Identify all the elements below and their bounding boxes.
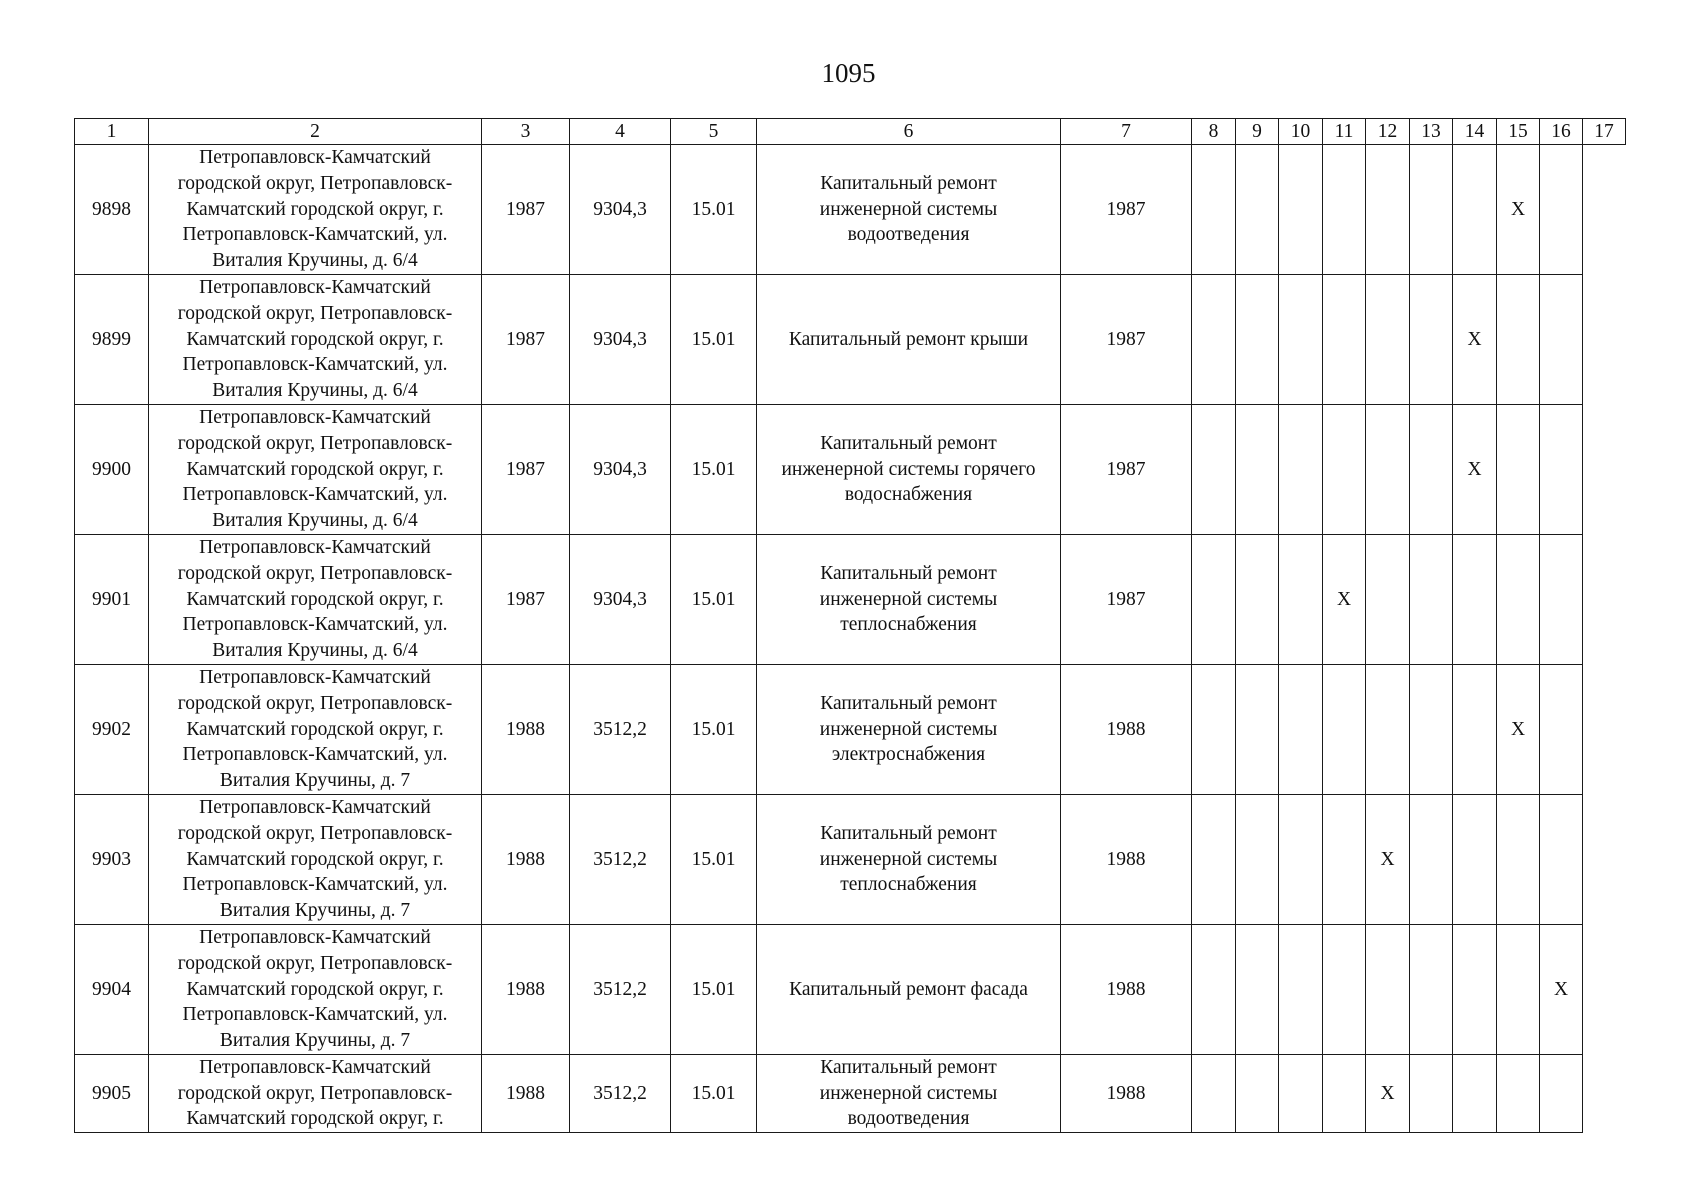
code-cell: 15.01 [671, 664, 757, 794]
address-cell [149, 534, 482, 664]
column-number: 12 [1366, 119, 1410, 145]
code-cell: 15.01 [671, 145, 757, 275]
work-line: Капитальный ремонт [820, 1056, 997, 1078]
column-number: 3 [482, 119, 570, 145]
repair-schedule-table [74, 118, 1626, 1133]
period-mark-cell: X [1540, 924, 1583, 1054]
address-line: Виталия Кручины, д. 6/4 [212, 380, 418, 402]
row-id-cell: 9904 [75, 924, 149, 1054]
period-mark-cell: X [1497, 664, 1540, 794]
table-row [75, 145, 1626, 275]
work-line: Капитальный ремонт [820, 432, 997, 454]
address-line: Петропавловск-Камчатский, ул. [182, 354, 448, 376]
year-cell: 1988 [482, 1054, 570, 1132]
period-mark-cell [1192, 404, 1236, 534]
period-mark-cell [1497, 924, 1540, 1054]
address-line: Камчатский городской округ, г. [186, 978, 444, 1000]
row-id-cell: 9905 [75, 1054, 149, 1132]
work-line: инженерной системы [819, 1082, 998, 1104]
column-number: 10 [1279, 119, 1323, 145]
period-mark-cell [1236, 924, 1279, 1054]
planned-year-cell: 1988 [1061, 794, 1192, 924]
period-mark-cell [1192, 664, 1236, 794]
period-mark-cell [1410, 924, 1453, 1054]
period-mark-cell [1540, 794, 1583, 924]
table-row [75, 274, 1626, 404]
work-line: Капитальный ремонт [820, 692, 997, 714]
period-mark-cell: X [1497, 145, 1540, 275]
period-mark-cell [1453, 534, 1497, 664]
column-number: 6 [757, 119, 1061, 145]
address-line: Виталия Кручины, д. 7 [219, 1030, 411, 1052]
address-line: Виталия Кручины, д. 7 [219, 770, 411, 792]
work-line: теплоснабжения [840, 614, 977, 636]
period-mark-cell [1236, 1054, 1279, 1132]
code-cell: 15.01 [671, 274, 757, 404]
address-line: Виталия Кручины, д. 6/4 [212, 510, 418, 532]
row-id-cell: 9899 [75, 274, 149, 404]
work-type-cell [757, 1054, 1061, 1132]
address-line: Петропавловск-Камчатский, ул. [182, 874, 448, 896]
planned-year-cell: 1988 [1061, 664, 1192, 794]
address-cell [149, 924, 482, 1054]
address-cell [149, 404, 482, 534]
period-mark-cell [1366, 404, 1410, 534]
address-line: Камчатский городской округ, г. [186, 718, 444, 740]
period-mark-cell [1410, 794, 1453, 924]
area-cell: 3512,2 [570, 794, 671, 924]
column-number: 16 [1540, 119, 1583, 145]
period-mark-cell [1410, 664, 1453, 794]
column-number: 9 [1236, 119, 1279, 145]
address-line: Камчатский городской округ, г. [186, 198, 444, 220]
period-mark-cell [1323, 924, 1366, 1054]
work-line: теплоснабжения [840, 874, 977, 896]
area-cell: 9304,3 [570, 534, 671, 664]
work-type-cell [757, 794, 1061, 924]
row-id-cell: 9898 [75, 145, 149, 275]
period-mark-cell [1497, 794, 1540, 924]
table-row [75, 794, 1626, 924]
year-cell: 1988 [482, 794, 570, 924]
year-cell: 1988 [482, 664, 570, 794]
column-number: 7 [1061, 119, 1192, 145]
period-mark-cell [1192, 274, 1236, 404]
year-cell: 1988 [482, 924, 570, 1054]
address-line: Петропавловск-Камчатский, ул. [182, 614, 448, 636]
planned-year-cell: 1987 [1061, 404, 1192, 534]
row-id-cell: 9902 [75, 664, 149, 794]
column-number: 2 [149, 119, 482, 145]
work-type-cell [757, 145, 1061, 275]
code-cell: 15.01 [671, 924, 757, 1054]
row-id-cell: 9903 [75, 794, 149, 924]
work-line: Капитальный ремонт крыши [788, 328, 1029, 350]
period-mark-cell [1236, 534, 1279, 664]
table-body [75, 119, 1626, 1133]
period-mark-cell [1540, 534, 1583, 664]
work-type-cell [757, 274, 1061, 404]
period-mark-cell [1279, 404, 1323, 534]
work-line: Капитальный ремонт [820, 562, 997, 584]
address-line: Петропавловск-Камчатский [199, 666, 431, 688]
planned-year-cell: 1988 [1061, 924, 1192, 1054]
period-mark-cell: X [1366, 1054, 1410, 1132]
address-line: Петропавловск-Камчатский [199, 796, 431, 818]
period-mark-cell [1540, 145, 1583, 275]
address-line: городской округ, Петропавловск- [177, 692, 453, 714]
address-line: Петропавловск-Камчатский [199, 1056, 431, 1078]
period-mark-cell [1540, 664, 1583, 794]
work-line: водоотведения [847, 224, 970, 246]
period-mark-cell: X [1453, 404, 1497, 534]
address-line: Виталия Кручины, д. 6/4 [212, 640, 418, 662]
work-line: Капитальный ремонт фасада [789, 978, 1028, 1000]
column-number: 5 [671, 119, 757, 145]
column-number: 14 [1453, 119, 1497, 145]
address-line: городской округ, Петропавловск- [177, 822, 453, 844]
work-type-cell [757, 534, 1061, 664]
table-row [75, 534, 1626, 664]
period-mark-cell [1497, 274, 1540, 404]
address-line: Петропавловск-Камчатский, ул. [182, 744, 448, 766]
year-cell: 1987 [482, 534, 570, 664]
period-mark-cell [1323, 1054, 1366, 1132]
page-number: 1095 [821, 58, 876, 88]
address-line: Петропавловск-Камчатский, ул. [182, 1004, 448, 1026]
column-number: 1 [75, 119, 149, 145]
work-type-cell [757, 404, 1061, 534]
area-cell: 9304,3 [570, 274, 671, 404]
planned-year-cell: 1987 [1061, 274, 1192, 404]
period-mark-cell [1410, 1054, 1453, 1132]
work-line: инженерной системы [819, 848, 998, 870]
period-mark-cell: X [1453, 274, 1497, 404]
address-line: Петропавловск-Камчатский [199, 926, 431, 948]
address-line: Петропавловск-Камчатский [199, 276, 431, 298]
period-mark-cell [1236, 664, 1279, 794]
address-line: городской округ, Петропавловск- [177, 952, 453, 974]
address-cell [149, 794, 482, 924]
code-cell: 15.01 [671, 1054, 757, 1132]
period-mark-cell [1192, 924, 1236, 1054]
period-mark-cell [1323, 145, 1366, 275]
period-mark-cell [1323, 664, 1366, 794]
column-number: 11 [1323, 119, 1366, 145]
period-mark-cell [1497, 404, 1540, 534]
code-cell: 15.01 [671, 534, 757, 664]
address-line: Камчатский городской округ, г. [186, 458, 444, 480]
area-cell: 3512,2 [570, 664, 671, 794]
address-cell [149, 1054, 482, 1132]
work-line: инженерной системы горячего [781, 458, 1036, 480]
address-line: Виталия Кручины, д. 6/4 [212, 250, 418, 272]
address-cell [149, 145, 482, 275]
period-mark-cell [1540, 1054, 1583, 1132]
year-cell: 1987 [482, 404, 570, 534]
address-line: городской округ, Петропавловск- [177, 1082, 453, 1104]
code-cell: 15.01 [671, 794, 757, 924]
area-cell: 3512,2 [570, 1054, 671, 1132]
work-type-cell [757, 664, 1061, 794]
period-mark-cell [1279, 274, 1323, 404]
table-row [75, 404, 1626, 534]
period-mark-cell [1279, 924, 1323, 1054]
period-mark-cell [1453, 794, 1497, 924]
work-line: водоотведения [847, 1108, 970, 1130]
column-number: 8 [1192, 119, 1236, 145]
period-mark-cell [1366, 924, 1410, 1054]
period-mark-cell [1366, 274, 1410, 404]
address-line: Петропавловск-Камчатский [199, 536, 431, 558]
work-line: инженерной системы [819, 718, 998, 740]
period-mark-cell [1497, 1054, 1540, 1132]
period-mark-cell [1192, 794, 1236, 924]
period-mark-cell [1410, 534, 1453, 664]
address-line: Камчатский городской округ, г. [186, 328, 444, 350]
period-mark-cell [1366, 664, 1410, 794]
period-mark-cell [1323, 794, 1366, 924]
work-line: водоснабжения [844, 484, 973, 506]
work-line: инженерной системы [819, 588, 998, 610]
address-line: Камчатский городской округ, г. [186, 588, 444, 610]
work-line: Капитальный ремонт [820, 822, 997, 844]
address-line: городской округ, Петропавловск- [177, 432, 453, 454]
period-mark-cell [1366, 534, 1410, 664]
period-mark-cell [1366, 145, 1410, 275]
period-mark-cell: X [1323, 534, 1366, 664]
column-number: 4 [570, 119, 671, 145]
period-mark-cell [1410, 274, 1453, 404]
period-mark-cell [1323, 404, 1366, 534]
period-mark-cell [1236, 145, 1279, 275]
work-type-cell [757, 924, 1061, 1054]
period-mark-cell: X [1366, 794, 1410, 924]
period-mark-cell [1192, 145, 1236, 275]
period-mark-cell [1279, 145, 1323, 275]
planned-year-cell: 1987 [1061, 534, 1192, 664]
address-line: Петропавловск-Камчатский, ул. [182, 224, 448, 246]
period-mark-cell [1279, 664, 1323, 794]
period-mark-cell [1497, 534, 1540, 664]
area-cell: 9304,3 [570, 145, 671, 275]
period-mark-cell [1453, 924, 1497, 1054]
period-mark-cell [1236, 404, 1279, 534]
area-cell: 9304,3 [570, 404, 671, 534]
planned-year-cell: 1987 [1061, 145, 1192, 275]
address-line: Виталия Кручины, д. 7 [219, 900, 411, 922]
column-number-row [75, 119, 1626, 145]
address-line: городской округ, Петропавловск- [177, 562, 453, 584]
work-line: электроснабжения [831, 744, 986, 766]
period-mark-cell [1410, 404, 1453, 534]
period-mark-cell [1279, 1054, 1323, 1132]
row-id-cell: 9900 [75, 404, 149, 534]
period-mark-cell [1453, 664, 1497, 794]
address-line: городской округ, Петропавловск- [177, 172, 453, 194]
address-line: Камчатский городской округ, г. [186, 848, 444, 870]
period-mark-cell [1453, 1054, 1497, 1132]
address-line: Камчатский городской округ, г. [186, 1108, 444, 1130]
column-number: 17 [1583, 119, 1626, 145]
period-mark-cell [1236, 274, 1279, 404]
work-line: Капитальный ремонт [820, 172, 997, 194]
period-mark-cell [1323, 274, 1366, 404]
period-mark-cell [1192, 534, 1236, 664]
column-number: 13 [1410, 119, 1453, 145]
address-cell [149, 664, 482, 794]
address-line: городской округ, Петропавловск- [177, 302, 453, 324]
row-id-cell: 9901 [75, 534, 149, 664]
column-number: 15 [1497, 119, 1540, 145]
year-cell: 1987 [482, 274, 570, 404]
period-mark-cell [1410, 145, 1453, 275]
address-cell [149, 274, 482, 404]
table-row [75, 924, 1626, 1054]
table-row [75, 664, 1626, 794]
period-mark-cell [1279, 534, 1323, 664]
address-line: Петропавловск-Камчатский [199, 406, 431, 428]
period-mark-cell [1236, 794, 1279, 924]
period-mark-cell [1279, 794, 1323, 924]
address-line: Петропавловск-Камчатский, ул. [182, 484, 448, 506]
period-mark-cell [1192, 1054, 1236, 1132]
area-cell: 3512,2 [570, 924, 671, 1054]
period-mark-cell [1540, 404, 1583, 534]
address-line: Петропавловск-Камчатский [199, 147, 431, 168]
year-cell: 1987 [482, 145, 570, 275]
period-mark-cell [1453, 145, 1497, 275]
work-line: инженерной системы [819, 198, 998, 220]
code-cell: 15.01 [671, 404, 757, 534]
table-row [75, 1054, 1626, 1132]
period-mark-cell [1540, 274, 1583, 404]
planned-year-cell: 1988 [1061, 1054, 1192, 1132]
